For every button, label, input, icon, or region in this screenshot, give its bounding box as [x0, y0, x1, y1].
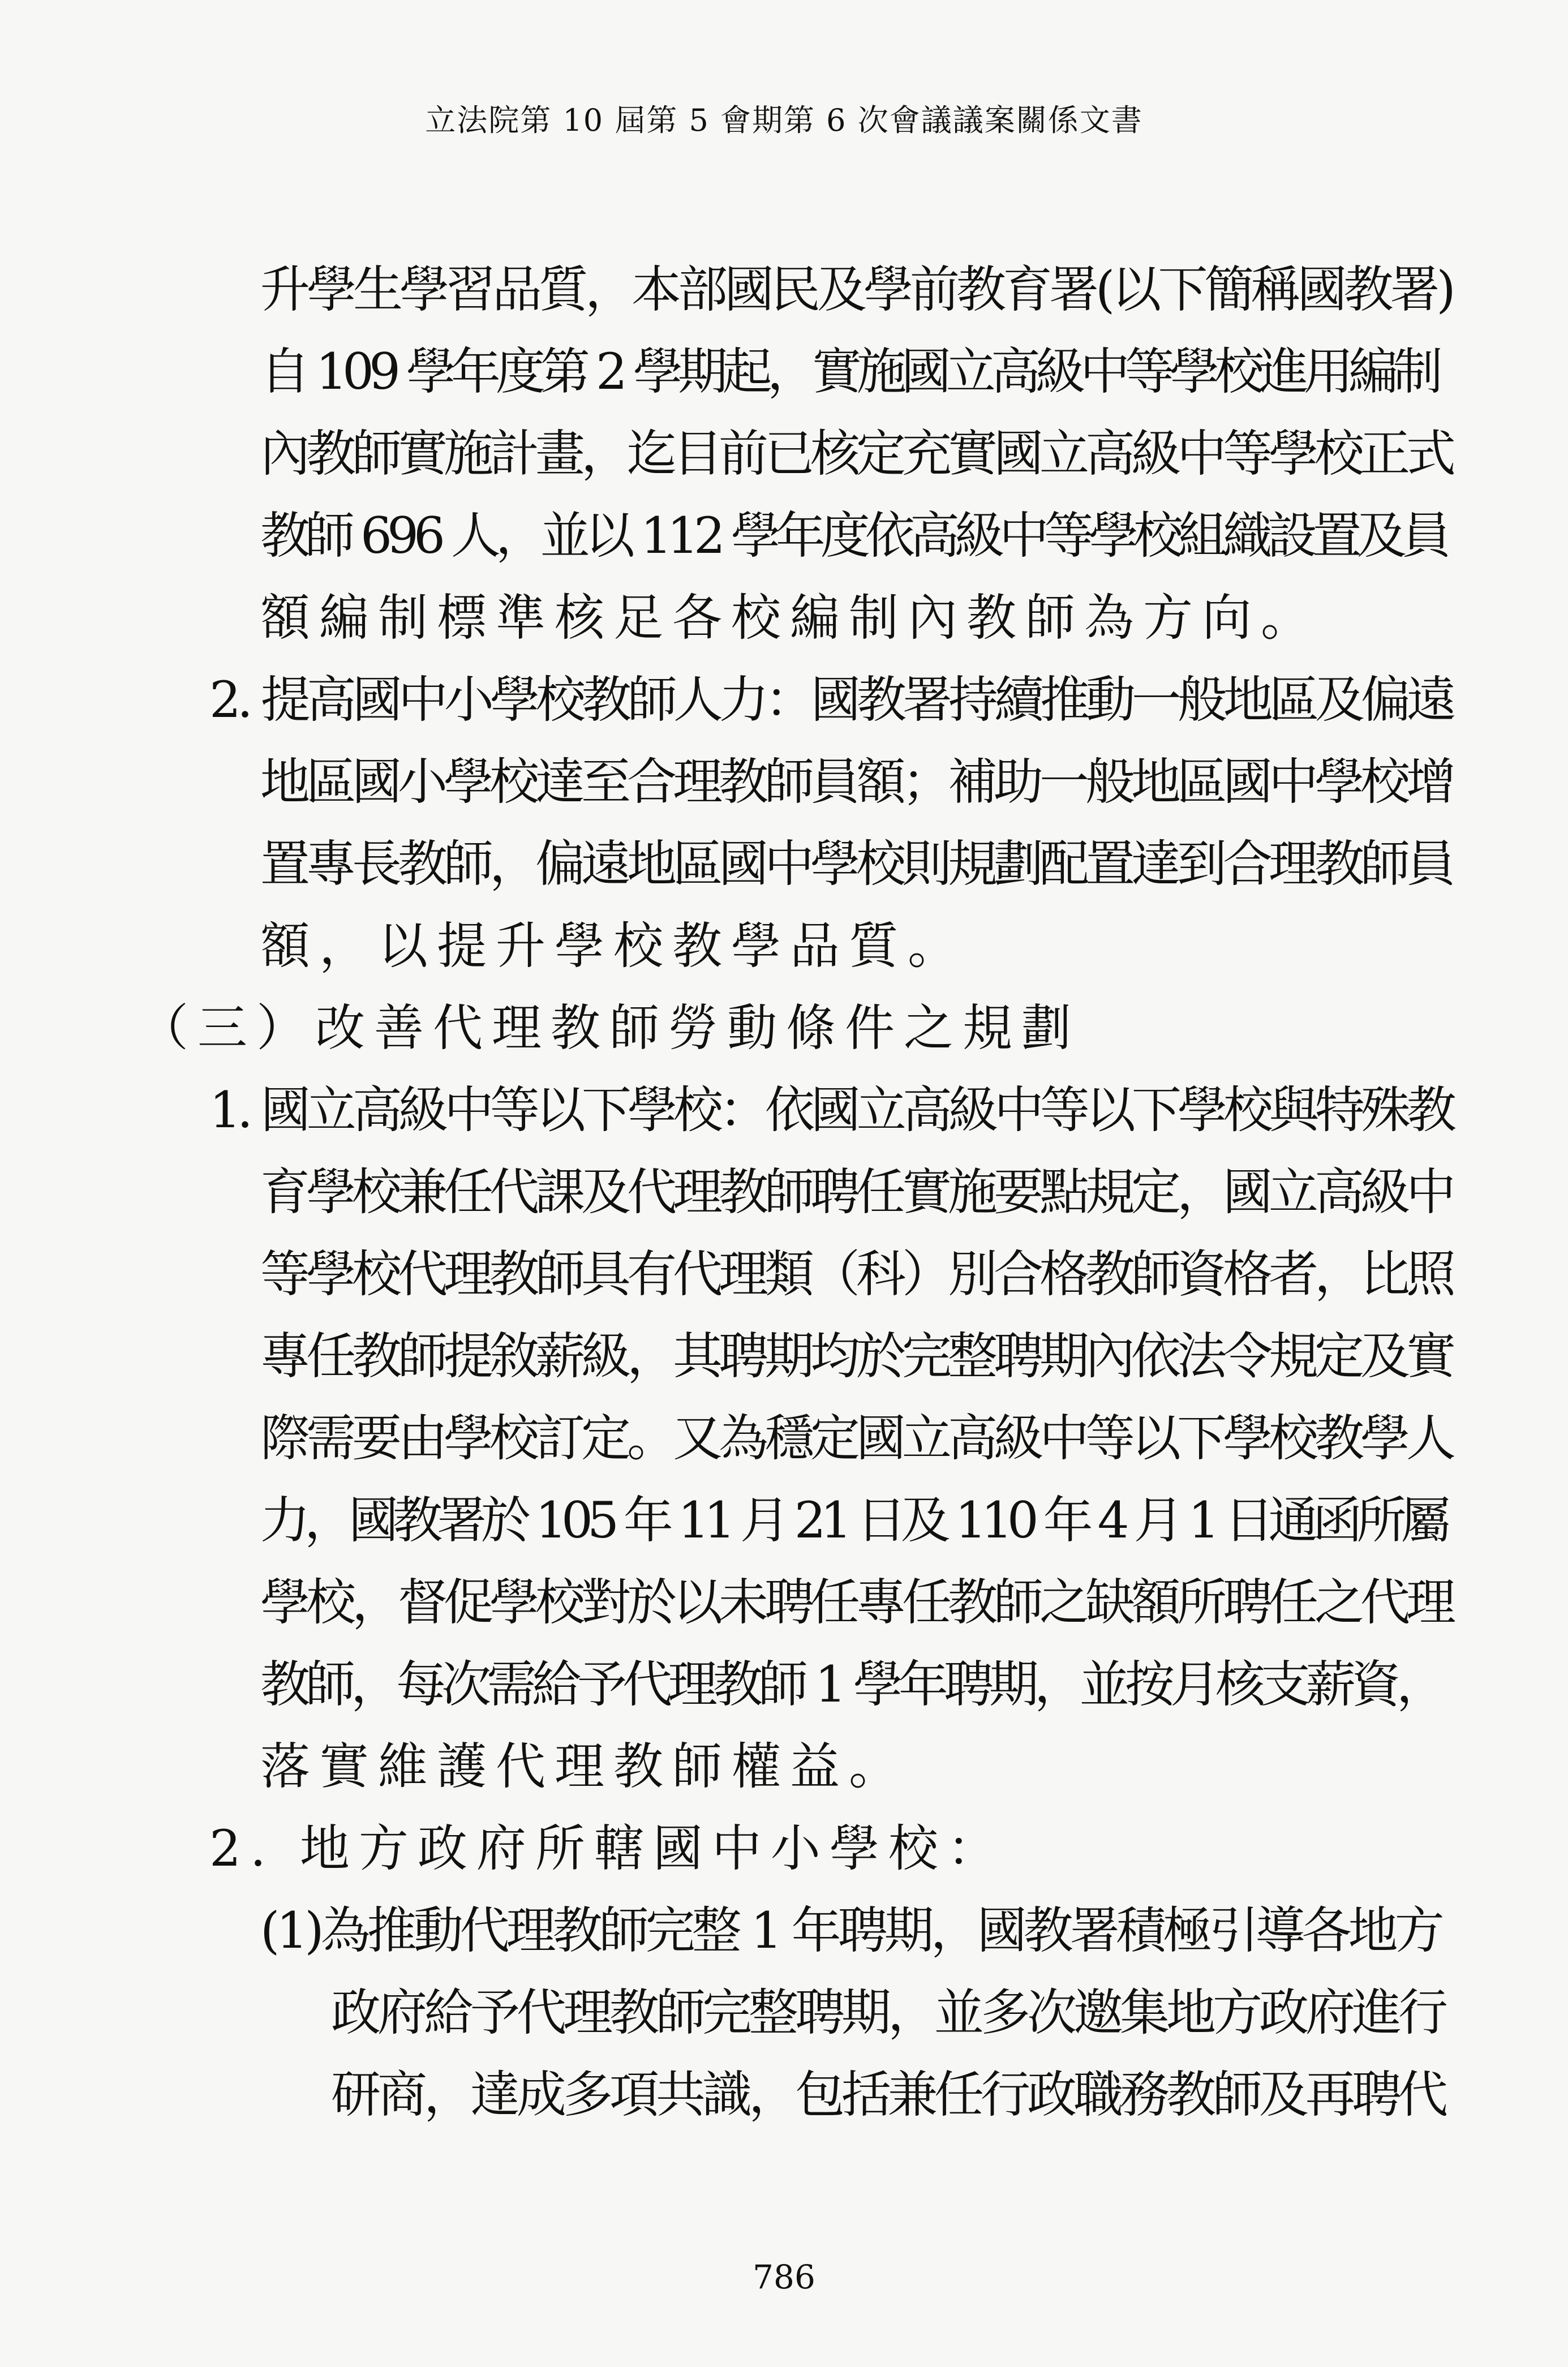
- list-item-heading: 2. 地方政府所轄國中小學校：: [209, 1819, 1006, 1878]
- body-text-line: 等學校代理教師具有代理類（科）別合格教師資格者，比照: [260, 1245, 1453, 1303]
- body-text-line: 升學生學習品質，本部國民及學前教育署(以下簡稱國教署): [260, 260, 1453, 319]
- list-item-heading: 2. 提高國中小學校教師人力：國教署持續推動一般地區及偏遠: [209, 671, 1453, 729]
- body-text-line: 地區國小學校達至合理教師員額；補助一般地區國中學校增: [260, 753, 1453, 811]
- body-text-line: 自 109 學年度第 2 學期起，實施國立高級中等學校進用編制: [260, 342, 1438, 401]
- body-text-line: 落實維護代理教師權益。: [260, 1737, 908, 1795]
- sub-item-heading: (1)為推動代理教師完整 1 年聘期，國教署積極引導各地方: [260, 1901, 1441, 1960]
- body-text-line: 際需要由學校訂定。又為穩定國立高級中等以下學校教學人: [260, 1409, 1453, 1467]
- document-header: 立法院第 10 屆第 5 會期第 6 次會議議案關係文書: [425, 102, 1143, 138]
- body-text-line: 學校，督促學校對於以未聘任專任教師之缺額所聘任之代理: [260, 1573, 1453, 1631]
- body-text-line: 置專長教師，偏遠地區國中學校則規劃配置達到合理教師員: [260, 835, 1453, 893]
- body-text-line: 教師，每次需給予代理教師 1 學年聘期，並按月核支薪資，: [260, 1655, 1442, 1713]
- body-text-line: 研商，達成多項共識，包括兼任行政職務教師及再聘代: [331, 2065, 1445, 2124]
- page-number: 786: [753, 2258, 815, 2296]
- section-heading: （三）改善代理教師勞動條件之規劃: [139, 999, 1081, 1057]
- body-text-line: 內教師實施計畫，迄目前已核定充實國立高級中等學校正式: [260, 424, 1453, 483]
- body-text-line: 額編制標準核足各校編制內教師為方向。: [260, 588, 1320, 647]
- body-text-line: 育學校兼任代課及代理教師聘任實施要點規定，國立高級中: [260, 1163, 1453, 1221]
- list-item-heading: 1. 國立高級中等以下學校：依國立高級中等以下學校與特殊教: [209, 1081, 1453, 1139]
- body-text-line: 教師 696 人，並以 112 學年度依高級中等學校組織設置及員: [260, 506, 1446, 565]
- body-text-line: 政府給予代理教師完整聘期，並多次邀集地方政府進行: [331, 1983, 1445, 2042]
- body-text-line: 力，國教署於 105 年 11 月 21 日及 110 年 4 月 1 日通函所屬: [260, 1491, 1445, 1549]
- body-text-line: 額，以提升學校教學品質。: [260, 917, 967, 975]
- body-text-line: 專任教師提敘薪級，其聘期均於完整聘期內依法令規定及實: [260, 1327, 1453, 1385]
